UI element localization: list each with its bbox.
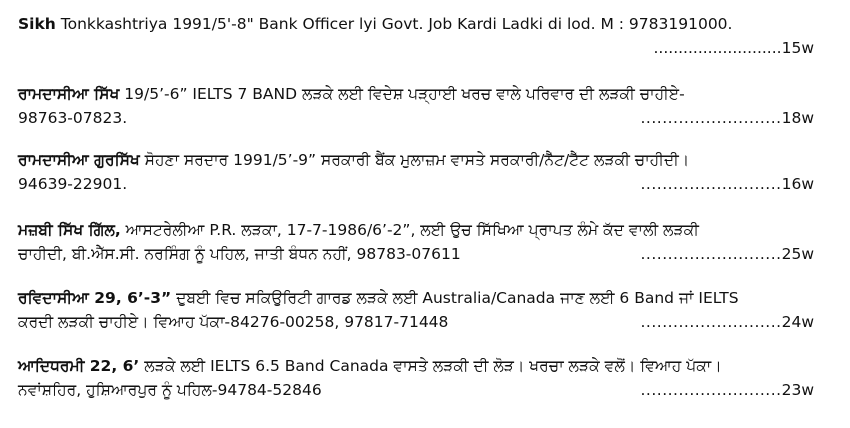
dot-leader: .......................... xyxy=(640,109,782,127)
ad-code: 16w xyxy=(781,175,814,193)
dot-leader: .......................... xyxy=(640,313,782,331)
classified-ad xyxy=(18,148,814,196)
classified-ad xyxy=(18,218,814,266)
classified-ad xyxy=(18,82,814,130)
ad-heading: Sikh xyxy=(18,15,56,33)
ad-code-block xyxy=(640,378,814,402)
ad-first-line xyxy=(18,218,814,242)
ad-last-line xyxy=(18,172,814,196)
ad-text: ਲੜਕੇ ਲਈ IELTS 6.5 Band Canada ਵਾਸਤੇ ਲੜਕੀ ਦੀ ਲੋੜ। ਖਰਚਾ ਲੜਕੇ ਵਲੋਂ। ਵਿਆਹ ਪੱਕਾ। xyxy=(144,357,722,375)
ad-code-line xyxy=(18,36,814,60)
ad-text: Tonkkashtriya 1991/5'-8" Bank Officer lyi Govt. Job Kardi Ladki di lod. M : 9783191000. xyxy=(60,15,733,33)
ad-first-line xyxy=(18,12,814,36)
ad-text: ਆਸਟਰੇਲੀਆ P.R. ਲੜਕਾ, 17-7-1986/6’-2”, ਲਈ ਉਚ ਸਿੱਖਿਆ ਪ੍ਰਾਪਤ ਲੰਮੇ ਕੱਦ ਵਾਲੀ ਲੜਕੀ xyxy=(125,221,699,239)
ad-code: 15w xyxy=(781,39,814,57)
dot-leader: .......................... xyxy=(640,245,782,263)
ad-last-line xyxy=(18,310,814,334)
ad-last-line xyxy=(18,378,814,402)
ad-text: ਸੋਹਣਾ ਸਰਦਾਰ 1991/5’-9” ਸਰਕਾਰੀ ਬੈਂਕ ਮੁਲਾਜ਼ਮ ਵਾਸਤੇ ਸਰਕਾਰੀ/ਨੈੱਟ/ਟੈੱਟ ਲੜਕੀ ਚਾਹੀਦੀ। xyxy=(144,151,690,169)
ad-first-line xyxy=(18,286,814,310)
ad-text: 19/5’-6” IELTS 7 BAND ਲੜਕੇ ਲਈ ਵਿਦੇਸ਼ ਪੜ੍ਹਾਈ ਖਰਚ ਵਾਲੇ ਪਰਿਵਾਰ ਦੀ ਲੜਕੀ ਚਾਹੀਏ- xyxy=(124,85,685,103)
ad-last-line xyxy=(18,106,814,130)
ad-first-line xyxy=(18,354,814,378)
classified-ad xyxy=(18,354,814,402)
ad-code-block xyxy=(640,310,814,334)
dot-leader: .......................... xyxy=(640,175,782,193)
ad-code: 25w xyxy=(781,245,814,263)
ad-last-line xyxy=(18,242,814,266)
ad-heading: ਰਵਿਦਾਸੀਆ 29, 6’-3” xyxy=(18,289,172,307)
ad-contact: ਚਾਹੀਦੀ, ਬੀ.ਐੱਸ.ਸੀ. ਨਰਸਿੰਗ ਨੂੰ ਪਹਿਲ, ਜਾਤੀ ਬੰਧਨ ਨਹੀਂ, 98783-07611 xyxy=(18,245,461,263)
ad-contact: 94639-22901. xyxy=(18,175,128,193)
classified-ad xyxy=(18,286,814,334)
ad-heading: ਰਾਮਦਾਸੀਆ ਗੁਰਸਿੱਖ xyxy=(18,151,140,169)
ad-contact: ਨਵਾਂਸ਼ਹਿਰ, ਹੁਸ਼ਿਆਰਪੁਰ ਨੂੰ ਪਹਿਲ-94784-52846 xyxy=(18,381,322,399)
ad-contact: 98763-07823. xyxy=(18,109,128,127)
classified-ad xyxy=(18,12,814,60)
ad-code: 18w xyxy=(781,109,814,127)
ad-code: 23w xyxy=(781,381,814,399)
dot-leader: .......................... xyxy=(640,381,782,399)
ad-first-line xyxy=(18,148,814,172)
ad-heading: ਆਦਿਧਰਮੀ 22, 6’ xyxy=(18,357,140,375)
ad-code-block xyxy=(640,106,814,130)
ad-first-line xyxy=(18,82,814,106)
ad-code-block xyxy=(640,242,814,266)
ad-contact: ਕਰਦੀ ਲੜਕੀ ਚਾਹੀਏ। ਵਿਆਹ ਪੱਕਾ-84276-00258, 97817-71448 xyxy=(18,313,449,331)
ad-text: ਦੁਬਈ ਵਿਚ ਸਕਿਉਰਿਟੀ ਗਾਰਡ ਲੜਕੇ ਲਈ Australia/Canada ਜਾਣ ਲਈ 6 Band ਜਾਂ IELTS xyxy=(176,289,739,307)
ad-heading: ਮਜ਼ਬੀ ਸਿੱਖ ਗਿੱਲ, xyxy=(18,221,121,239)
dot-leader: .......................... xyxy=(653,39,782,57)
ad-code: 24w xyxy=(781,313,814,331)
ad-heading: ਰਾਮਦਾਸੀਆ ਸਿੱਖ xyxy=(18,85,120,103)
ad-code-block xyxy=(640,172,814,196)
